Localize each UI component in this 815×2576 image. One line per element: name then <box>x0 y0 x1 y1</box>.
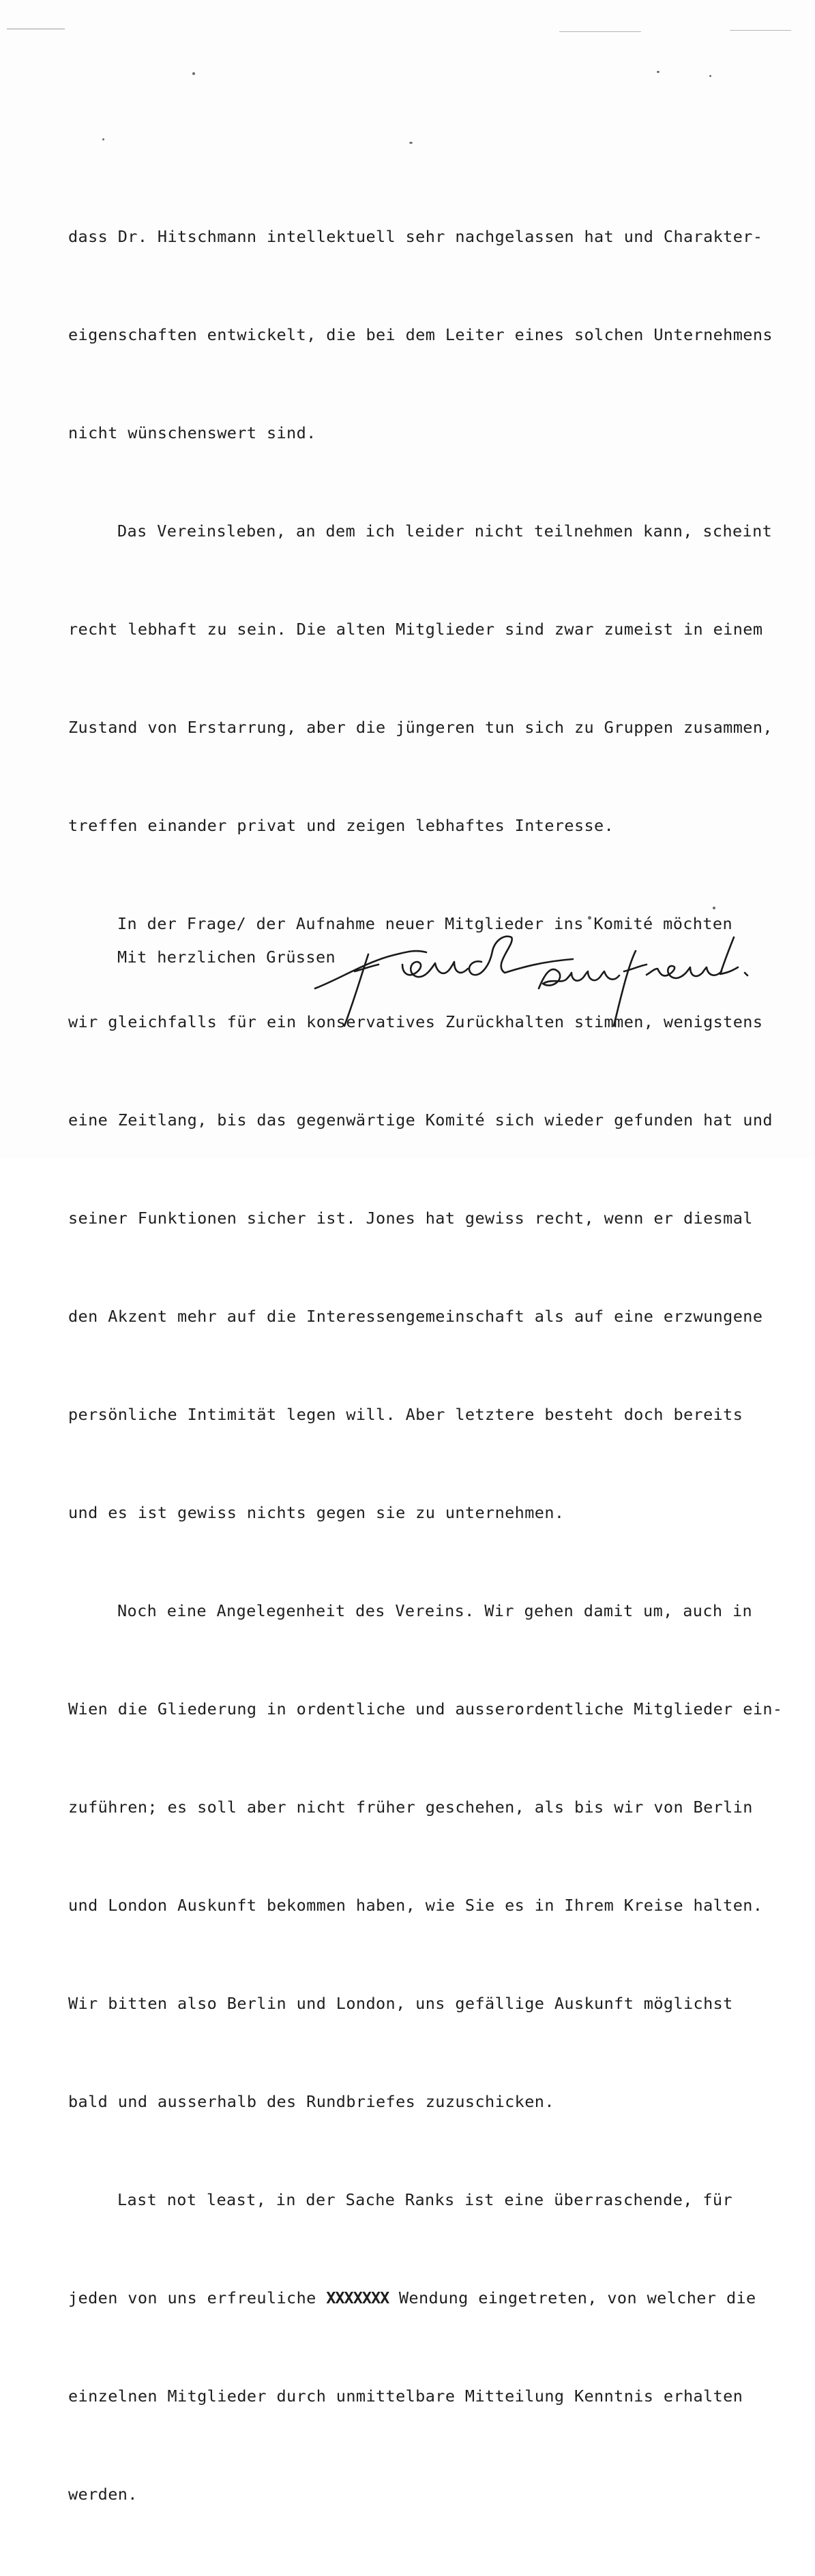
line-text: eigenschaften entwickelt, die bei dem Leiter eines solchen Unternehmens <box>68 325 773 344</box>
signature-anna-freud <box>539 937 747 1026</box>
letter-line <box>68 1987 777 2020</box>
letter-line <box>68 1594 777 1627</box>
line-text: recht lebhaft zu sein. Die alten Mitglieder sind zwar zumeist in einem <box>68 620 763 639</box>
letter-line <box>68 1693 783 1725</box>
line-text-post: Wendung eingetreten, von welcher die <box>389 2288 756 2307</box>
letter-line <box>68 1300 777 1333</box>
line-text: seiner Funktionen sicher ist. Jones hat gewiss recht, wenn er diesmal <box>68 1209 753 1228</box>
letter-line <box>68 711 777 744</box>
line-text: Last not least, in der Sache Ranks ist eine überraschende, für <box>117 2190 732 2209</box>
line-text: den Akzent mehr auf die Interessengemeinschaft als auf eine erzwungene <box>68 1307 763 1326</box>
letter-line <box>68 2282 777 2314</box>
letter-line <box>68 1202 777 1234</box>
letter-line <box>68 1398 777 1431</box>
line-text: bald und ausserhalb des Rundbriefes zuzuschicken. <box>68 2092 554 2111</box>
scan-speck <box>709 75 711 77</box>
scan-edge-line <box>559 31 641 32</box>
struck-out-word: XXXXXXX <box>326 2288 389 2307</box>
line-text: zuführen; es soll aber nicht früher geschehen, als bis wir von Berlin <box>68 1798 753 1817</box>
letter-line <box>68 809 777 842</box>
letter-line <box>68 1791 777 1823</box>
line-text: werden. <box>68 2485 138 2504</box>
line-text: In der Frage/ der Aufnahme neuer Mitglieder ins Komité möchten <box>117 914 732 933</box>
line-text: und London Auskunft bekommen haben, wie Sie es in Ihrem Kreise halten. <box>68 1896 763 1915</box>
letter-line <box>68 416 777 449</box>
scan-speck <box>657 71 660 73</box>
line-text: Wien die Gliederung in ordentliche und ausserordentliche Mitglieder ein- <box>68 1699 783 1718</box>
scan-speck <box>409 142 413 144</box>
letter-line <box>68 2478 777 2511</box>
letter-line <box>68 220 777 253</box>
letter-line <box>68 2380 777 2412</box>
line-text: Zustand von Erstarrung, aber die jüngeren tun sich zu Gruppen zusammen, <box>68 718 773 737</box>
letter-line <box>68 318 777 351</box>
scan-speck <box>192 72 195 75</box>
line-text: Noch eine Angelegenheit des Vereins. Wir gehen damit um, auch in <box>117 1601 753 1620</box>
letter-line <box>68 613 777 646</box>
line-text: persönliche Intimität legen will. Aber letztere besteht doch bereits <box>68 1405 743 1424</box>
line-text: eine Zeitlang, bis das gegenwärtige Komité sich wieder gefunden hat und <box>68 1110 773 1130</box>
letter-body <box>68 155 783 2576</box>
letter-line <box>68 2183 777 2216</box>
letter-line <box>68 515 777 547</box>
line-text: einzelnen Mitglieder durch unmittelbare Mitteilung Kenntnis erhalten <box>68 2386 743 2406</box>
scan-speck <box>102 138 104 140</box>
letter-line <box>68 1889 777 1922</box>
letter-line <box>68 1496 777 1529</box>
line-text: Wir bitten also Berlin und London, uns gefällige Auskunft möglichst <box>68 1994 733 2013</box>
line-text: dass Dr. Hitschmann intellektuell sehr nachgelassen hat und Charakter- <box>68 227 763 246</box>
line-text: nicht wünschenswert sind. <box>68 423 316 442</box>
line-text: und es ist gewiss nichts gegen sie zu unternehmen. <box>68 1503 565 1522</box>
line-text-pre: jeden von uns erfreuliche <box>68 2288 327 2307</box>
line-text: wir gleichfalls für ein konservatives Zurückhalten stimmen, wenigstens <box>68 1012 763 1031</box>
handwritten-signatures <box>314 924 805 1040</box>
closing-salutation: Mit herzlichen Grüssen <box>117 948 336 967</box>
letter-line <box>68 1104 777 1136</box>
letter-line <box>68 2085 777 2118</box>
line-text: Das Vereinsleben, an dem ich leider nicht teilnehmen kann, scheint <box>117 521 773 541</box>
signature-freud <box>315 937 573 1026</box>
scan-edge-line <box>730 30 791 31</box>
line-text: treffen einander privat und zeigen lebhaftes Interesse. <box>68 816 614 835</box>
